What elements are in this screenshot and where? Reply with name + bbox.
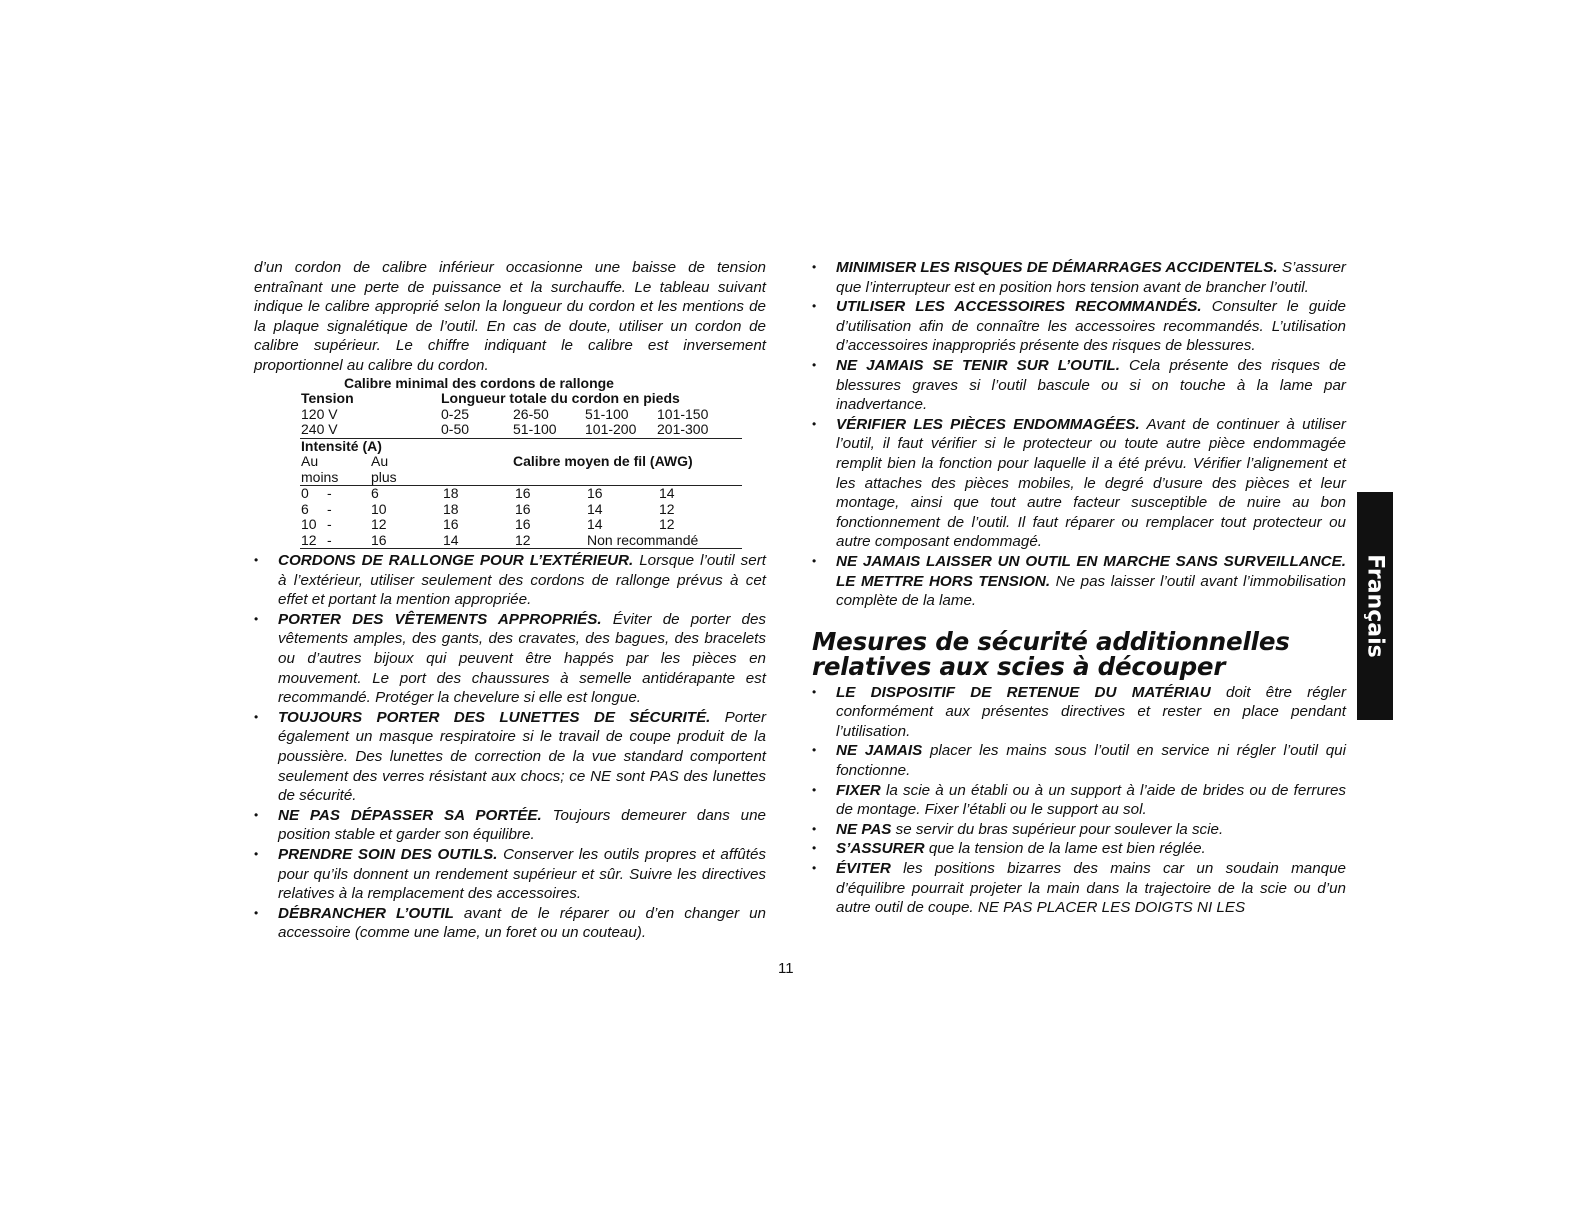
extension-cord-table — [254, 376, 766, 550]
amp-to-cell: 6 — [371, 485, 379, 502]
list-item-text: Ne pas laisser l’outil avant l’immobilisation complète de la lame. — [836, 572, 1346, 610]
list-item-text: les positions bizarres des mains car un soudain manque d’équilibre pourrait projeter la main dans la trajectoire de la scie ou d’un autre outil de coupe. NE PAS PLACER LES DOIGTS NI LES — [836, 860, 1346, 917]
list-item-text: placer les mains sous l’outil en service ni régler l’outil qui fonctionne. — [836, 742, 1346, 780]
list-item-text: Avant de continuer à utiliser l’outil, il faut vérifier si le protecteur ou toute autre pièce endommagée remplit bien la fonction pour laquelle il a été prévu. Vérifier l’alignement et les attaches des pièces mobiles, le degré d’usure des pièces et leur montage, ainsi que tout autre facteur susceptible de nuire au bon fonctionnement de l’outil. Il faut réparer ou remplacer tout protecteur ou autre composant endommagé. — [836, 415, 1346, 551]
list-item — [254, 806, 766, 845]
list-item — [812, 781, 1346, 820]
table-caption: Calibre minimal des cordons de rallonge — [344, 374, 614, 391]
section-heading-line-1: Mesures de sécurité additionnelles — [812, 626, 1290, 656]
list-item — [812, 258, 1346, 297]
at-least-row-2 — [254, 470, 766, 486]
right-column — [812, 258, 1346, 918]
tension-rows — [254, 407, 766, 438]
list-item — [812, 820, 1346, 840]
table-row — [254, 422, 766, 438]
gauge-cell: 12 — [659, 516, 675, 533]
list-item — [254, 708, 766, 806]
list-item-text: que la tension de la lame est bien réglée. — [924, 840, 1206, 858]
left-bullet-list — [254, 551, 766, 943]
list-item-text: S’assurer que l’interrupteur est en position hors tension avant de brancher l’outil. — [836, 259, 1346, 296]
table-divider — [300, 548, 742, 549]
list-item-title: TOUJOURS PORTER DES LUNETTES DE SÉCURITÉ. — [278, 708, 711, 726]
list-item-text: Lorsque l’outil sert à l’extérieur, utiliser seulement des cordons de rallonge prévus à cet effet et portant la mention appropriée. — [278, 552, 766, 609]
list-item-title: ÉVITER — [836, 860, 891, 878]
list-item-title: MINIMISER LES RISQUES DE DÉMARRAGES ACCIDENTELS. — [836, 259, 1278, 276]
voltage-cell: 120 V — [301, 405, 338, 422]
list-item-text: Conserver les outils propres et affûtés pour qu’ils donnent un rendement supérieur et sûr. Suivre les directives relatives à la remplacement des accessoires. — [278, 845, 767, 903]
scroll-saw-bullet-list — [812, 683, 1346, 918]
dash-cell: - — [327, 485, 332, 502]
amp-to-cell: 10 — [371, 500, 387, 517]
intro-paragraph: d’un cordon de calibre inférieur occasionne une baisse de tension entraînant une perte de puissance et la surchauffe. Le tableau suivant indique le calibre approprié selon la longueur du cordon et les mentions de la plaque signalétique de l’outil. En cas de doute, utiliser un cordon de calibre supérieur. Le chiffre indiquant le calibre est inversement proportionnel au calibre du cordon. — [254, 259, 766, 374]
list-item — [812, 415, 1346, 552]
dash-cell: - — [327, 500, 332, 517]
length-cell: 201-300 — [657, 421, 709, 438]
language-tab — [1357, 492, 1393, 720]
gauge-cell: 14 — [443, 531, 459, 548]
list-item — [254, 845, 766, 904]
list-item-text: Cela présente des risques de blessures graves si l’outil bascule ou si on touche à la lame par inadvertance. — [836, 356, 1346, 414]
section-heading — [812, 626, 1346, 681]
list-item — [254, 904, 766, 943]
list-item-title: PRENDRE SOIN DES OUTILS. — [278, 845, 498, 863]
list-item-text: la scie à un établi ou à un support à l’aide de brides ou de ferrures de montage. Fixer l’établi ou le support au sol. — [836, 781, 1346, 819]
table-row — [254, 502, 766, 518]
gauge-cell: Non recommandé — [587, 531, 699, 548]
length-cell: 101-150 — [657, 405, 709, 422]
language-tab-label: Français — [1362, 554, 1388, 658]
list-item-title: CORDONS DE RALLONGE POUR L’EXTÉRIEUR. — [278, 552, 634, 570]
table-row — [254, 407, 766, 423]
length-cell: 51-100 — [585, 405, 629, 422]
at-least-row — [254, 454, 766, 470]
left-column — [254, 258, 766, 943]
intensity-header-row — [254, 439, 766, 455]
gauge-cell: 16 — [443, 516, 459, 533]
list-item — [812, 859, 1346, 918]
amp-to-cell: 16 — [371, 531, 387, 548]
list-item-title: DÉBRANCHER L’OUTIL — [278, 904, 454, 922]
list-item-text: Consulter le guide d’utilisation afin de connaître les accessoires recommandés. L’utilisation d’accessoires inappropriés présente des risques de blessures. — [836, 298, 1346, 355]
gauge-cell: 14 — [587, 500, 603, 517]
list-item — [812, 683, 1346, 742]
gauge-cell: 16 — [587, 485, 603, 502]
list-item-title: UTILISER LES ACCESSOIRES RECOMMANDÉS. — [836, 298, 1202, 316]
list-item — [812, 297, 1346, 356]
intensity-rows — [254, 486, 766, 548]
gauge-cell: 12 — [515, 531, 531, 548]
list-item-title: NE JAMAIS — [836, 742, 923, 760]
gauge-cell: 14 — [659, 485, 675, 502]
gauge-header: Calibre moyen de fil (AWG) — [513, 453, 693, 470]
right-bullet-list — [812, 258, 1346, 611]
amp-from-cell: 12 — [301, 531, 317, 548]
list-item-title: NE JAMAIS SE TENIR SUR L’OUTIL. — [836, 356, 1120, 374]
amp-from-cell: 10 — [301, 516, 317, 533]
at-least-label: Au — [301, 453, 319, 470]
list-item — [812, 552, 1346, 611]
gauge-cell: 12 — [659, 500, 675, 517]
section-heading-line-2: relatives aux scies à découper — [812, 651, 1226, 681]
table-row — [254, 486, 766, 502]
length-cell: 0-25 — [441, 405, 470, 422]
list-item-text: Éviter de porter des vêtements amples, des gants, des cravates, des bagues, des bracelets ou d’autres bijoux qui peuvent être happés par les pièces en mouvement. Le port des chaussures à semelle antidérapante est recommandé. Protéger la chevelure si elle est longue. — [278, 610, 766, 707]
gauge-cell: 16 — [515, 516, 531, 533]
list-item-title: NE PAS — [836, 820, 892, 838]
at-most-label: Au — [371, 453, 389, 470]
list-item — [812, 741, 1346, 780]
list-item-title: LE DISPOSITIF DE RETENUE DU MATÉRIAU — [836, 683, 1211, 701]
list-item — [812, 356, 1346, 415]
amp-from-cell: 6 — [301, 500, 309, 517]
list-item-title: NE JAMAIS LAISSER UN OUTIL EN MARCHE SANS SURVEILLANCE. LE METTRE HORS TENSION. — [836, 552, 1346, 590]
table-row — [254, 533, 766, 549]
gauge-cell: 18 — [443, 500, 459, 517]
list-item-text: avant de le réparer ou d’en changer un accessoire (comme une lame, un foret ou un couteau). — [278, 904, 766, 942]
intensity-header: Intensité (A) — [301, 437, 382, 454]
at-least-label-2: moins — [301, 468, 339, 485]
page-number: 11 — [778, 960, 794, 977]
length-cell: 51-100 — [513, 421, 557, 438]
list-item-title: S’ASSURER — [836, 840, 925, 858]
length-cell: 101-200 — [585, 421, 637, 438]
amp-from-cell: 0 — [301, 485, 309, 502]
list-item-text: se servir du bras supérieur pour soulever la scie. — [891, 820, 1224, 838]
list-item — [812, 839, 1346, 859]
gauge-cell: 14 — [587, 516, 603, 533]
gauge-cell: 16 — [515, 500, 531, 517]
voltage-cell: 240 V — [301, 421, 338, 438]
dash-cell: - — [327, 516, 332, 533]
amp-to-cell: 12 — [371, 516, 387, 533]
length-cell: 0-50 — [441, 421, 470, 438]
table-header-row — [254, 391, 766, 407]
dash-cell: - — [327, 531, 332, 548]
list-item — [254, 551, 766, 610]
gauge-cell: 16 — [515, 485, 531, 502]
list-item-title: VÉRIFIER LES PIÈCES ENDOMMAGÉES. — [836, 415, 1140, 433]
list-item-text: Toujours demeurer dans une position stable et garder son équilibre. — [278, 806, 766, 844]
list-item-title: NE PAS DÉPASSER SA PORTÉE. — [278, 806, 542, 824]
list-item-text: Porter également un masque respiratoire si le travail de coupe produit de la poussière. Des lunettes de correction de la vue standard comportent seulement des verres résistant aux chocs; ce NE sont PAS des lunettes de sécurité. — [278, 708, 767, 805]
length-cell: 26-50 — [513, 405, 549, 422]
length-header: Longueur totale du cordon en pieds — [441, 390, 680, 407]
list-item-text: doit être régler conformément aux présentes directives et rester en place pendant l’utilisation. — [836, 683, 1347, 740]
table-row — [254, 517, 766, 533]
gauge-cell: 18 — [443, 485, 459, 502]
list-item — [254, 610, 766, 708]
tension-header: Tension — [301, 390, 354, 407]
at-most-label-2: plus — [371, 468, 397, 485]
list-item-title: FIXER — [836, 781, 881, 799]
list-item-title: PORTER DES VÊTEMENTS APPROPRIÉS. — [278, 610, 602, 628]
